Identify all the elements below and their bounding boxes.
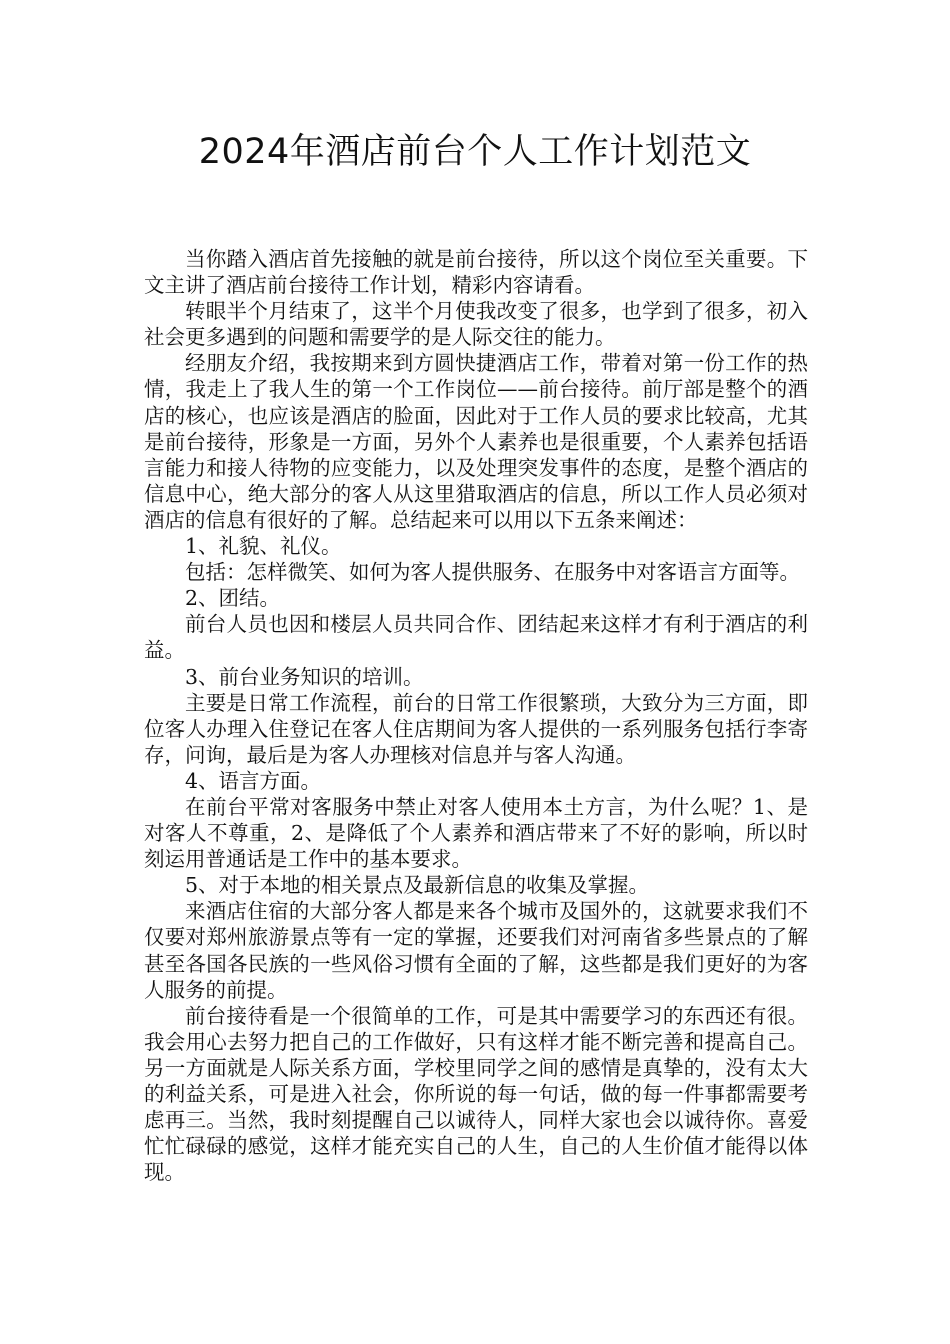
paragraph: 转眼半个月结束了，这半个月使我改变了很多，也学到了很多，初入社会更多遇到的问题和需要学的是人际交往的能力。 [144,299,808,350]
paragraph: 经朋友介绍，我按期来到方圆快捷酒店工作，带着对第一份工作的热情，我走上了我人生的第一个工作岗位——前台接待。前厅部是整个的酒店的核心，也应该是酒店的脸面，因此对于工作人员的要求比较高，尤其是前台接待，形象是一方面，另外个人素养也是很重要，个人素养包括语言能力和接人待物的应变能力，以及处理突发事件的态度，是整个酒店的信息中心，绝大部分的客人从这里猎取酒店的信息，所以工作人员必须对酒店的信息有很好的了解。总结起来可以用以下五条来阐述： [144,351,808,532]
list-heading: 5、对于本地的相关景点及最新信息的收集及掌握。 [185,873,650,898]
paragraph: 包括：怎样微笑、如何为客人提供服务、在服务中对客语言方面等。 [185,560,800,585]
paragraph-intro: 当你踏入酒店首先接触的就是前台接待，所以这个岗位至关重要。下文主讲了酒店前台接待工作计划，精彩内容请看。 [144,247,808,298]
paragraph: 来酒店住宿的大部分客人都是来各个城市及国外的，这就要求我们不仅要对郑州旅游景点等有一定的掌握，还要我们对河南省多些景点的了解甚至各国各民族的一些风俗习惯有全面的了解，这些都是我们更好的为客人服务的前提。 [144,899,808,1002]
document-title: 2024年酒店前台个人工作计划范文 [198,132,752,172]
paragraph: 前台人员也因和楼层人员共同合作、团结起来这样才有利于酒店的利益。 [144,612,808,663]
paragraph-conclusion: 前台接待看是一个很简单的工作，可是其中需要学习的东西还有很。我会用心去努力把自己的工作做好，只有这样才能不断完善和提高自己。另一方面就是人际关系方面，学校里同学之间的感情是真挚的，没有太大的利益关系，可是进入社会，你所说的每一句话，做的每一件事都需要考虑再三。当然，我时刻提醒自己以诚待人，同样大家也会以诚待你。喜爱忙忙碌碌的感觉，这样才能充实自己的人生，自己的人生价值才能得以体现。 [144,1003,808,1185]
list-heading: 4、语言方面。 [185,768,322,793]
document-body [144,246,808,1185]
list-heading: 2、团结。 [185,586,281,611]
paragraph: 在前台平常对客服务中禁止对客人使用本土方言，为什么呢？1、是对客人不尊重，2、是降低了个人素养和酒店带来了不好的影响，所以时刻运用普通话是工作中的基本要求。 [144,794,808,872]
list-heading: 1、礼貌、礼仪。 [185,534,342,559]
list-heading: 3、前台业务知识的培训。 [185,664,424,689]
paragraph: 主要是日常工作流程，前台的日常工作很繁琐，大致分为三方面，即位客人办理入住登记在客人住店期间为客人提供的一系列服务包括行李寄存，问询，最后是为客人办理核对信息并与客人沟通。 [144,690,808,767]
